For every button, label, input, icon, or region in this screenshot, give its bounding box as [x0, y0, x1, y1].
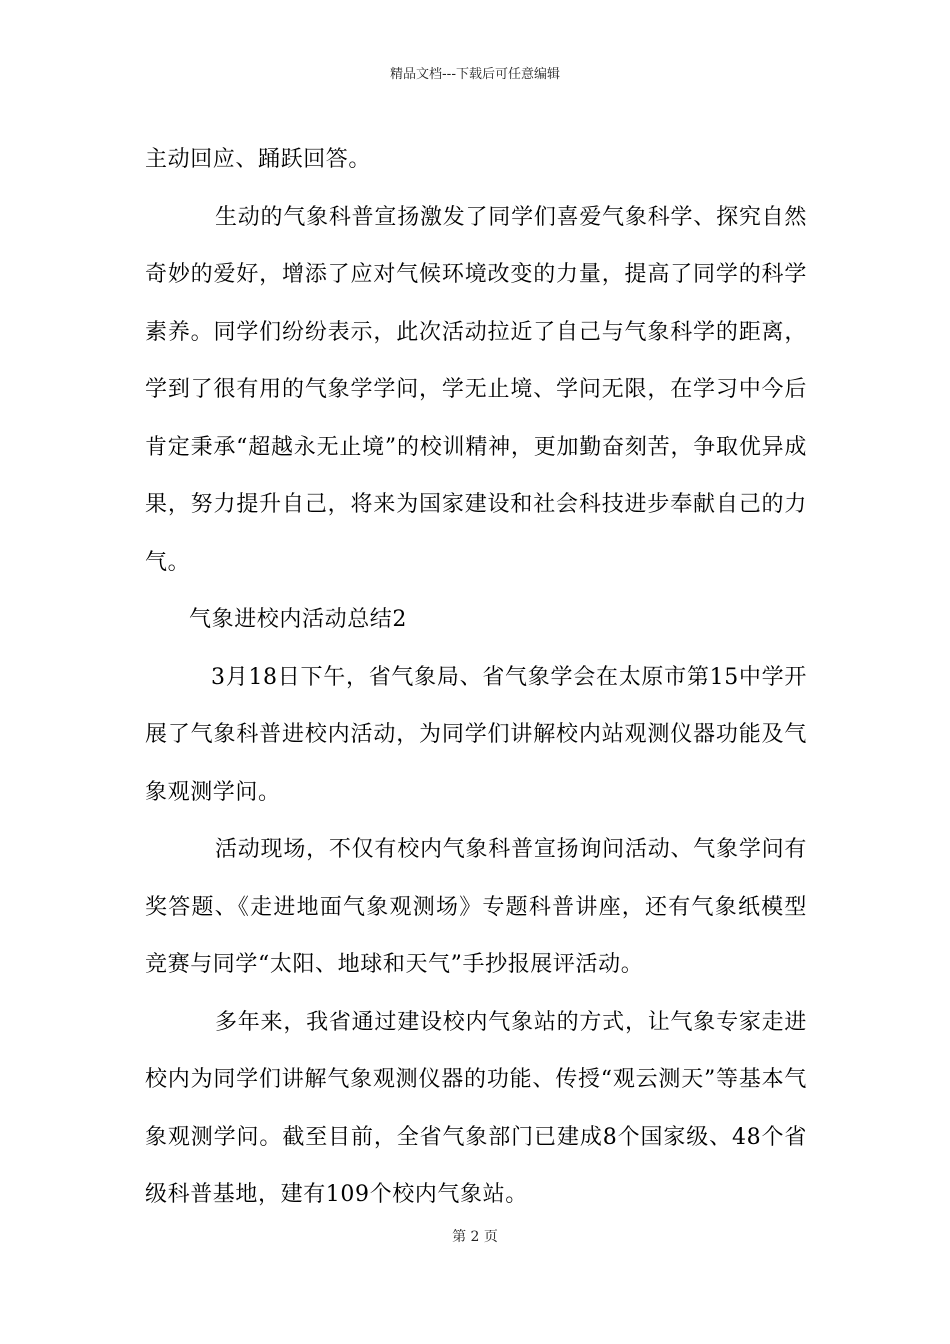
section-heading: 气象进校内活动总结2	[189, 607, 407, 632]
paragraph: 生动的气象科普宣扬激发了同学们喜爱气象科学、探究自然奇妙的爱好，增添了应对气候环境改变的力量，提高了同学的科学素养。同学们纷纷表示，此次活动拉近了自己与气象科学的距离，学到了很有用的气象学学问，学无止境、学问无限，在学习中今后肯定秉承“超越永无止境”的校训精神，更加勤奋刻苦，争取优异成果，努力提升自己，将来为国家建设和社会科技进步奉献自己的力气。	[145, 204, 807, 575]
page-footer: 第 2 页	[452, 1229, 498, 1245]
paragraph: 活动现场，不仅有校内气象科普宣扬询问活动、气象学问有奖答题、《走进地面气象观测场》专题科普讲座，还有气象纸模型竞赛与同学“太阳、地球和天气”手抄报展评活动。	[145, 837, 807, 977]
paragraph: 3月18日下午，省气象局、省气象学会在太原市第15中学开展了气象科普进校内活动，为同学们讲解校内站观测仪器功能及气象观测学问。	[145, 664, 807, 805]
document-body	[145, 131, 807, 1224]
page-header: 精品文档---下载后可任意编辑	[389, 67, 561, 82]
paragraph: 多年来，我省通过建设校内气象站的方式，让气象专家走进校内为同学们讲解气象观测仪器的功能、传授“观云测天”等基本气象观测学问。截至目前，全省气象部门已建成8个国家级、48个省级科普基地，建有109个校内气象站。	[145, 1009, 807, 1207]
paragraph-continuation: 主动回应、踊跃回答。	[145, 147, 372, 172]
